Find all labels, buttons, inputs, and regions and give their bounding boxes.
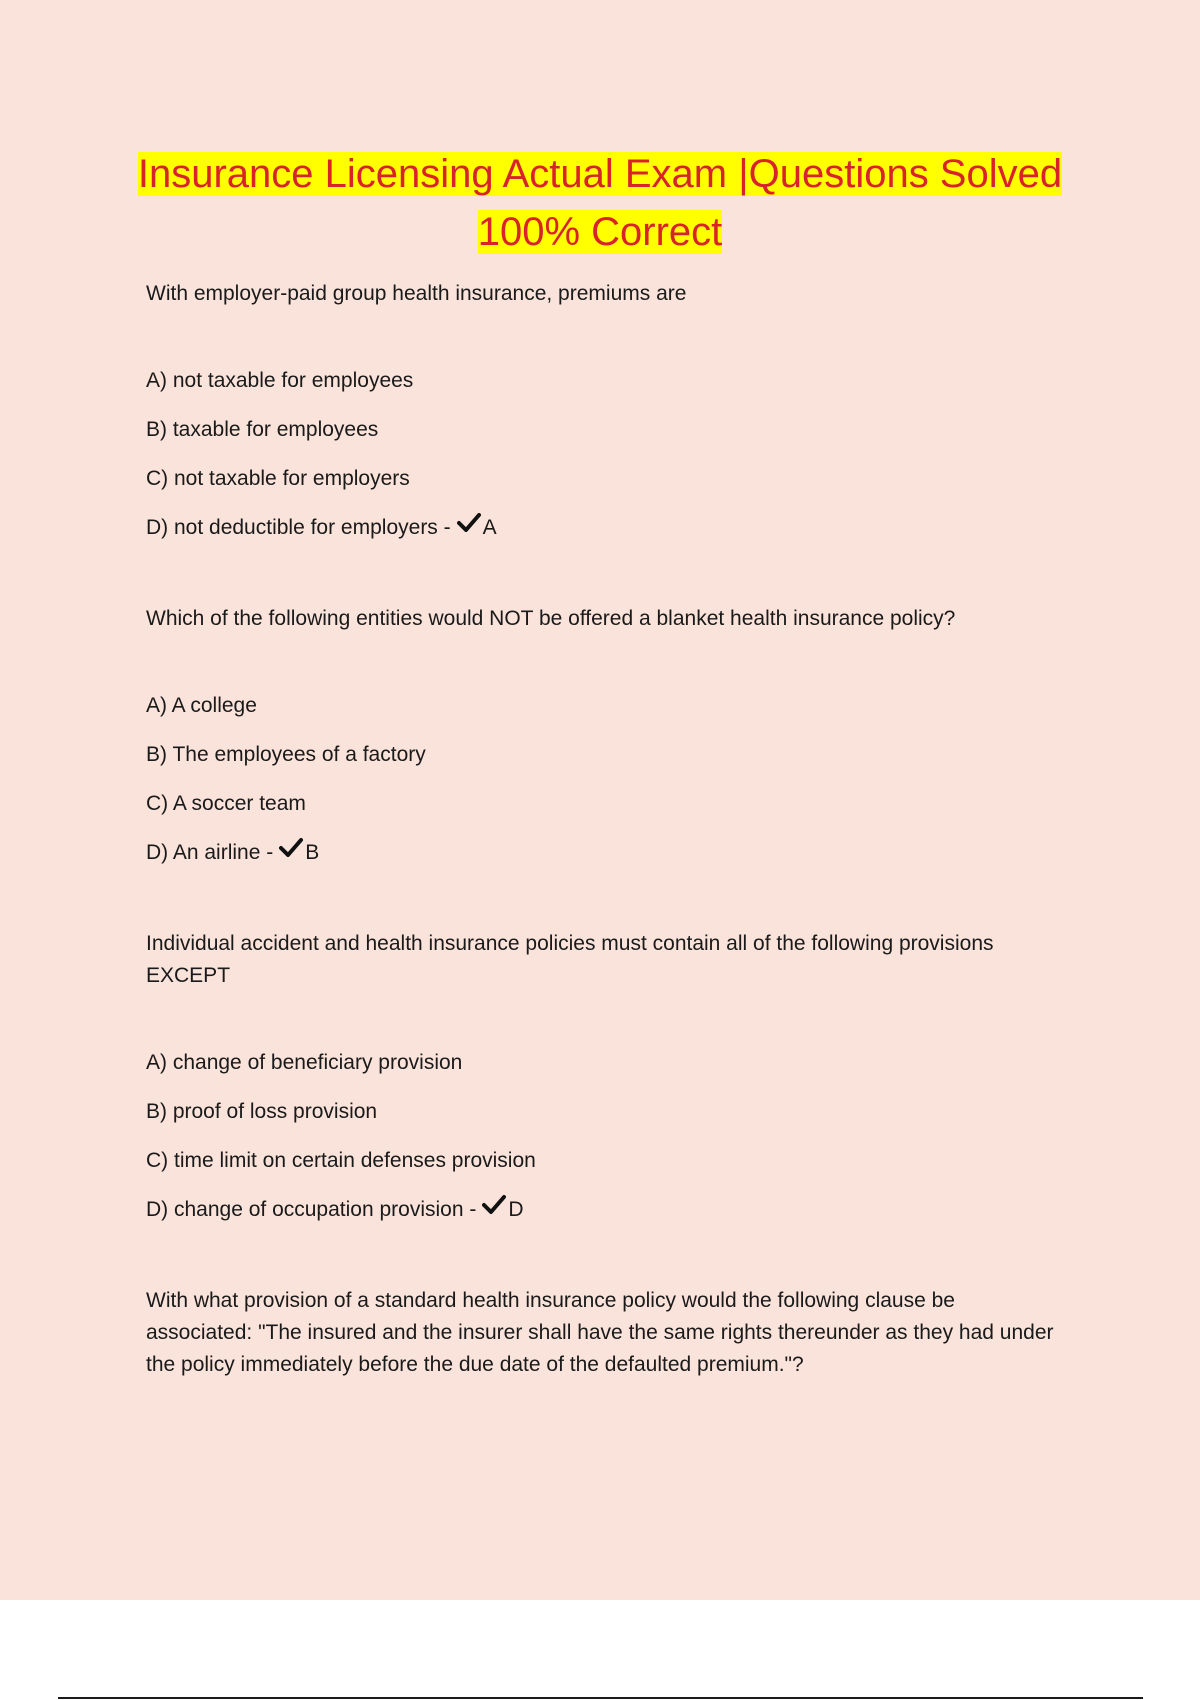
- question-text: With what provision of a standard health insurance policy would the following clause be associated: "The insured and the insurer shall have the same rights thereunder as they had under the policy immediately before the due date of the defaulted premium."?: [146, 1289, 1054, 1376]
- correct-answer: B: [305, 841, 320, 864]
- question-block: [146, 1285, 1066, 1381]
- questions-list: [146, 278, 1066, 1381]
- footer-divider: [58, 1697, 1143, 1699]
- checkmark-icon: [457, 510, 481, 542]
- option-d-label: D) change of occupation provision -: [146, 1198, 477, 1221]
- question-block: [146, 928, 1066, 1235]
- correct-answer: D: [508, 1198, 524, 1221]
- checkmark-icon: [482, 1192, 506, 1224]
- option-b: B) The employees of a factory: [146, 743, 426, 766]
- page-title: [0, 145, 1200, 261]
- question-text: Which of the following entities would NOT be offered a blanket health insurance policy?: [146, 607, 956, 630]
- option-b: B) taxable for employees: [146, 418, 379, 441]
- option-c: C) not taxable for employers: [146, 467, 410, 490]
- option-a: A) change of beneficiary provision: [146, 1051, 463, 1074]
- checkmark-icon: [279, 835, 303, 867]
- question-text: Individual accident and health insurance policies must contain all of the following provisions EXCEPT: [146, 932, 994, 987]
- question-block: [146, 603, 1066, 878]
- answer-options: [146, 690, 1066, 878]
- option-d: [146, 837, 1066, 878]
- option-d: [146, 512, 1066, 553]
- question-block: [146, 278, 1066, 553]
- correct-answer: A: [482, 516, 497, 539]
- option-b: B) proof of loss provision: [146, 1100, 378, 1123]
- answer-options: [146, 365, 1066, 553]
- option-c: C) time limit on certain defenses provision: [146, 1149, 536, 1172]
- question-text: With employer-paid group health insurance, premiums are: [146, 282, 687, 305]
- option-a: A) A college: [146, 694, 257, 717]
- option-d-label: D) An airline -: [146, 841, 274, 864]
- option-a: A) not taxable for employees: [146, 369, 414, 392]
- title-line-1: Insurance Licensing Actual Exam |Questions Solved: [137, 152, 1063, 196]
- answer-options: [146, 1047, 1066, 1235]
- option-d-label: D) not deductible for employers -: [146, 516, 451, 539]
- title-line-2: 100% Correct: [477, 210, 723, 254]
- option-c: C) A soccer team: [146, 792, 306, 815]
- option-d: [146, 1194, 1066, 1235]
